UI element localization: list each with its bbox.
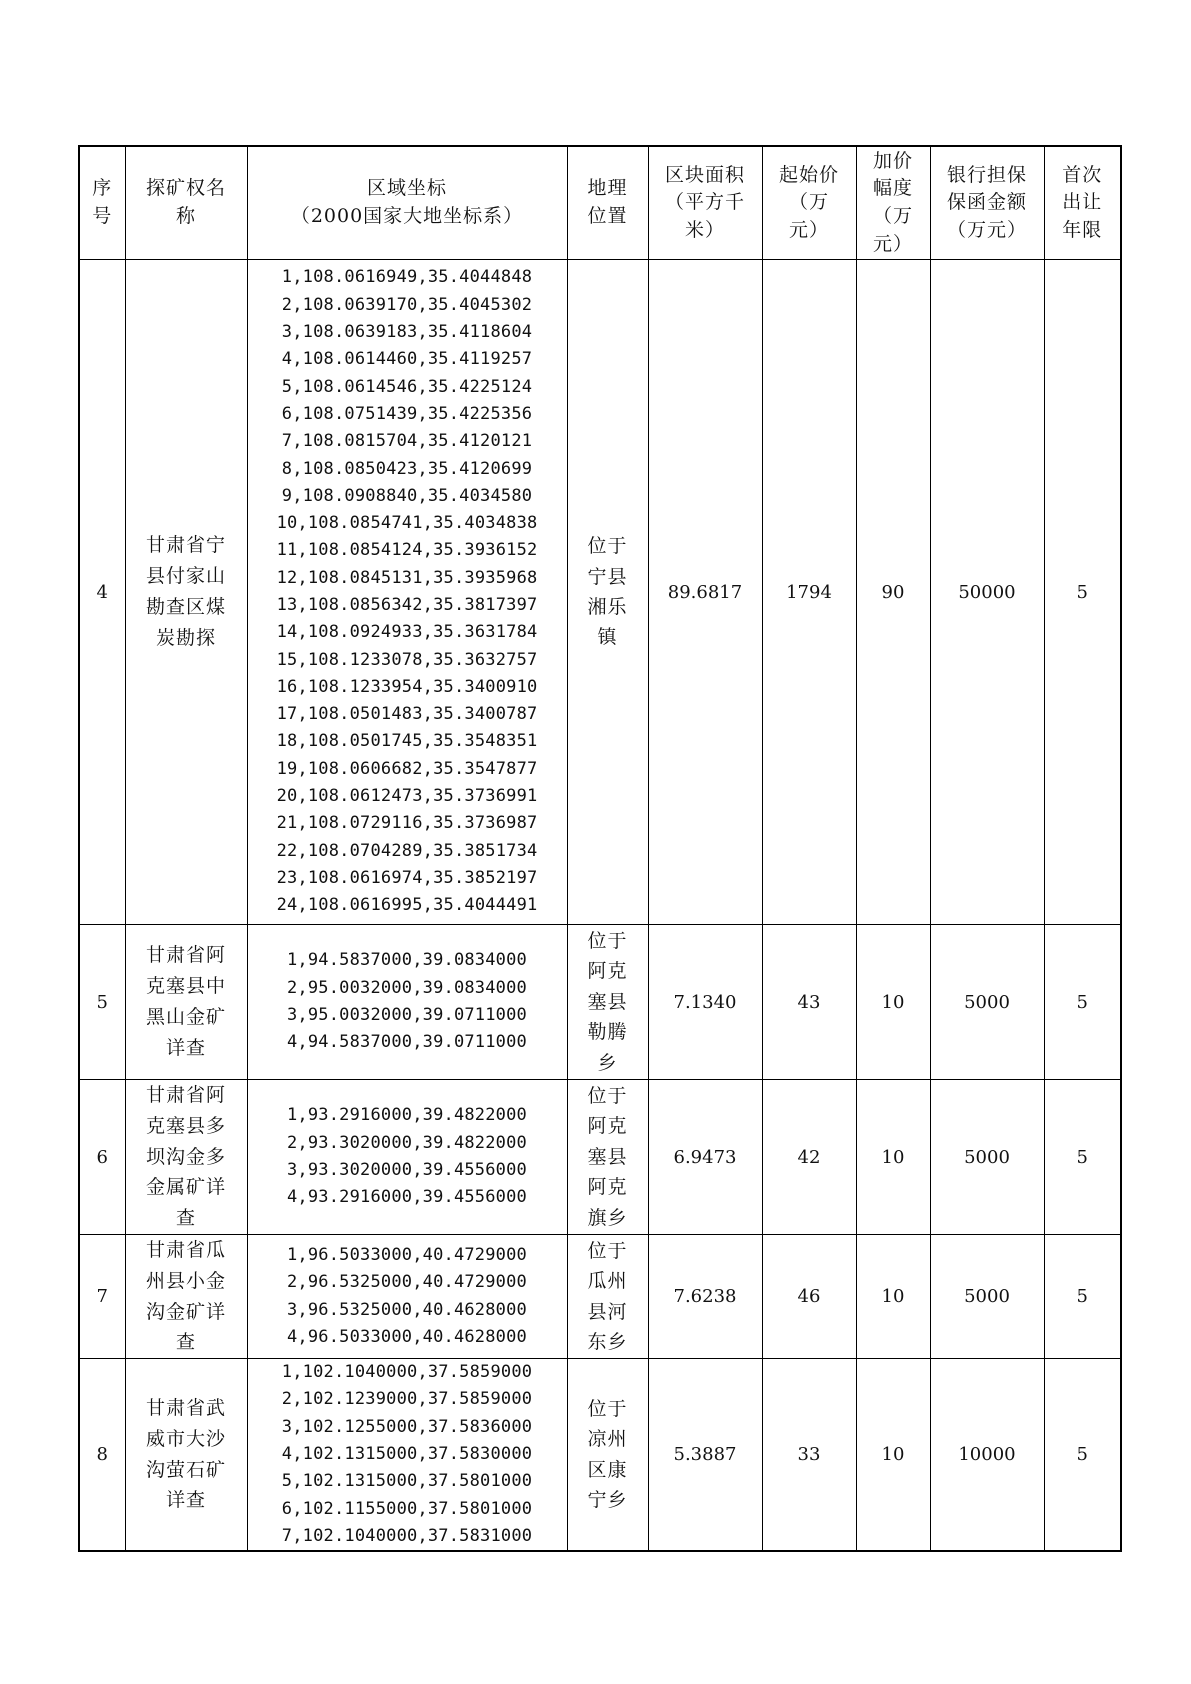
coord-line: 23,108.0616974,35.3852197 (276, 867, 538, 888)
coord-line: 4,108.0614460,35.4119257 (281, 349, 533, 370)
name-cell-text: 甘肃省瓜 州县小金 沟金矿详 查 (145, 1239, 226, 1354)
increment-cell-text: 10 (881, 1286, 905, 1308)
guarantee-cell (930, 1080, 1044, 1235)
coord-line: 19,108.0606682,35.3547877 (276, 758, 538, 779)
coord-line: 11,108.0854124,35.3936152 (276, 540, 538, 561)
coord-line: 3,93.3020000,39.4556000 (286, 1160, 527, 1180)
coord-line: 10,108.0854741,35.4034838 (276, 513, 538, 534)
term-cell (1044, 925, 1121, 1080)
name-cell (125, 1235, 247, 1359)
guarantee-cell (930, 260, 1044, 925)
term-cell-text: 5 (1076, 1146, 1088, 1168)
header-name: 探矿权名 称 (125, 146, 247, 260)
coords-cell (247, 925, 567, 1080)
increment-cell (856, 1359, 930, 1552)
coord-line: 14,108.0924933,35.3631784 (276, 622, 538, 643)
header-term: 首次 出让 年限 (1044, 146, 1121, 260)
coord-line: 3,96.5325000,40.4628000 (286, 1299, 527, 1320)
guarantee-cell-text: 50000 (958, 581, 1016, 603)
coord-line: 5,108.0614546,35.4225124 (281, 376, 533, 397)
name-cell-text: 甘肃省武 威市大沙 沟萤石矿 详查 (145, 1397, 226, 1512)
header-guarantee: 银行担保 保函金额 （万元） (930, 146, 1044, 260)
area-cell-text: 7.1340 (673, 991, 737, 1013)
name-cell-text: 甘肃省宁 县付家山 勘查区煤 炭勘探 (145, 534, 226, 649)
coord-line: 2,102.1239000,37.5859000 (281, 1389, 533, 1410)
term-cell-text: 5 (1076, 1286, 1088, 1308)
name-cell-text: 甘肃省阿 克塞县多 坝沟金多 金属矿详 查 (145, 1084, 226, 1230)
coord-line: 4,93.2916000,39.4556000 (286, 1187, 527, 1208)
coord-line: 2,93.3020000,39.4822000 (286, 1132, 527, 1153)
term-cell-text: 5 (1076, 991, 1088, 1013)
coord-line: 3,95.0032000,39.0711000 (286, 1005, 527, 1025)
start-price-cell (762, 1235, 856, 1359)
seq-cell (79, 260, 125, 925)
coord-line: 8,108.0850423,35.4120699 (281, 458, 533, 479)
location-cell-text: 位于 凉州 区康 宁乡 (587, 1397, 628, 1511)
increment-cell (856, 1080, 930, 1235)
header-coords: 区域坐标 （2000国家大地坐标系） (247, 146, 567, 260)
coord-line: 17,108.0501483,35.3400787 (276, 704, 538, 725)
table-row (79, 260, 1121, 925)
header-location: 地理 位置 (567, 146, 648, 260)
coords-cell (247, 1080, 567, 1235)
start-price-cell (762, 1359, 856, 1552)
coord-line: 7,108.0815704,35.4120121 (281, 431, 533, 452)
start-price-cell-text: 46 (797, 1286, 821, 1308)
start-price-cell (762, 260, 856, 925)
header-row (79, 146, 1121, 260)
area-cell-text: 5.3887 (673, 1444, 737, 1466)
seq-cell-text: 4 (96, 581, 108, 603)
coord-line: 1,93.2916000,39.4822000 (286, 1105, 527, 1126)
name-cell (125, 260, 247, 925)
table-row (79, 1080, 1121, 1235)
coord-line: 22,108.0704289,35.3851734 (276, 840, 538, 861)
start-price-cell (762, 925, 856, 1080)
start-price-cell-text: 1794 (786, 581, 832, 603)
name-cell (125, 1359, 247, 1552)
coords-list (248, 1102, 567, 1211)
coord-line: 1,108.0616949,35.4044848 (281, 267, 533, 288)
seq-cell (79, 1359, 125, 1552)
location-cell-text: 位于 阿克 塞县 阿克 旗乡 (587, 1085, 628, 1229)
coord-line: 24,108.0616995,35.4044491 (276, 895, 538, 916)
coord-line: 18,108.0501745,35.3548351 (276, 731, 538, 752)
area-cell (648, 260, 762, 925)
start-price-cell-text: 43 (797, 991, 821, 1013)
area-cell-text: 89.6817 (667, 581, 743, 603)
coord-line: 6,102.1155000,37.5801000 (281, 1498, 533, 1519)
coords-list (248, 1359, 567, 1550)
area-cell-text: 7.6238 (673, 1286, 737, 1308)
start-price-cell (762, 1080, 856, 1235)
start-price-cell-text: 33 (797, 1444, 821, 1466)
name-cell (125, 1080, 247, 1235)
coords-cell (247, 260, 567, 925)
seq-cell-text: 8 (96, 1444, 108, 1466)
area-cell (648, 925, 762, 1080)
increment-cell (856, 1235, 930, 1359)
seq-cell-text: 5 (96, 991, 108, 1013)
coord-line: 1,96.5033000,40.4729000 (286, 1244, 527, 1265)
term-cell-text: 5 (1076, 581, 1088, 603)
seq-cell-text: 7 (96, 1286, 108, 1308)
location-cell (567, 1235, 648, 1359)
coords-list (248, 1242, 567, 1351)
header-increment: 加价 幅度 （万 元） (856, 146, 930, 260)
seq-cell (79, 1080, 125, 1235)
coord-line: 4,96.5033000,40.4628000 (286, 1326, 527, 1347)
coord-line: 2,96.5325000,40.4729000 (286, 1272, 527, 1293)
coord-line: 21,108.0729116,35.3736987 (276, 813, 538, 834)
coord-line: 4,102.1315000,37.5830000 (281, 1443, 533, 1464)
start-price-cell-text: 42 (797, 1146, 821, 1168)
guarantee-cell-text: 5000 (964, 991, 1010, 1013)
coord-line: 12,108.0845131,35.3935968 (276, 567, 538, 588)
location-cell (567, 1080, 648, 1235)
coord-line: 4,94.5837000,39.0711000 (286, 1032, 527, 1053)
mining-rights-table (78, 145, 1122, 1552)
area-cell (648, 1235, 762, 1359)
name-cell-text: 甘肃省阿 克塞县中 黑山金矿 详查 (145, 944, 226, 1059)
location-cell-text: 位于 瓜州 县河 东乡 (587, 1239, 628, 1353)
increment-cell-text: 10 (881, 991, 905, 1013)
coord-line: 9,108.0908840,35.4034580 (281, 485, 533, 506)
increment-cell (856, 925, 930, 1080)
coord-line: 5,102.1315000,37.5801000 (281, 1471, 533, 1492)
coord-line: 3,108.0639183,35.4118604 (281, 322, 533, 343)
guarantee-cell (930, 1235, 1044, 1359)
area-cell (648, 1359, 762, 1552)
coords-cell (247, 1359, 567, 1552)
increment-cell (856, 260, 930, 925)
term-cell-text: 5 (1076, 1444, 1088, 1466)
location-cell (567, 260, 648, 925)
coord-line: 15,108.1233078,35.3632757 (276, 649, 538, 670)
term-cell (1044, 1235, 1121, 1359)
term-cell (1044, 1359, 1121, 1552)
coord-line: 2,108.0639170,35.4045302 (281, 294, 533, 315)
location-cell-text: 位于 阿克 塞县 勒腾 乡 (587, 930, 628, 1074)
term-cell (1044, 260, 1121, 925)
increment-cell-text: 10 (881, 1146, 905, 1168)
guarantee-cell-text: 10000 (958, 1444, 1016, 1466)
coord-line: 7,102.1040000,37.5831000 (281, 1525, 533, 1546)
table-row (79, 925, 1121, 1080)
coord-line: 16,108.1233954,35.3400910 (276, 676, 538, 697)
coord-line: 13,108.0856342,35.3817397 (276, 595, 538, 615)
area-cell-text: 6.9473 (673, 1146, 737, 1168)
header-seq: 序 号 (79, 146, 125, 260)
guarantee-cell (930, 1359, 1044, 1552)
coord-line: 1,94.5837000,39.0834000 (286, 950, 527, 971)
table-row (79, 1359, 1121, 1552)
coord-line: 2,95.0032000,39.0834000 (286, 977, 527, 998)
guarantee-cell-text: 5000 (964, 1286, 1010, 1308)
name-cell (125, 925, 247, 1080)
guarantee-cell-text: 5000 (964, 1146, 1010, 1168)
guarantee-cell (930, 925, 1044, 1080)
seq-cell (79, 925, 125, 1080)
location-cell (567, 1359, 648, 1552)
location-cell (567, 925, 648, 1080)
header-start-price: 起始价 （万 元） (762, 146, 856, 260)
location-cell-text: 位于 宁县 湘乐 镇 (587, 535, 628, 649)
coords-cell (247, 1235, 567, 1359)
seq-cell-text: 6 (96, 1146, 108, 1168)
table-row (79, 1235, 1121, 1359)
area-cell (648, 1080, 762, 1235)
increment-cell-text: 90 (881, 581, 905, 603)
coord-line: 1,102.1040000,37.5859000 (281, 1362, 533, 1383)
term-cell (1044, 1080, 1121, 1235)
coord-line: 3,102.1255000,37.5836000 (281, 1416, 533, 1437)
coord-line: 20,108.0612473,35.3736991 (276, 786, 538, 807)
increment-cell-text: 10 (881, 1444, 905, 1466)
seq-cell (79, 1235, 125, 1359)
coords-list (248, 947, 567, 1056)
coords-list (248, 264, 567, 919)
header-area: 区块面积 （平方千 米） (648, 146, 762, 260)
coord-line: 6,108.0751439,35.4225356 (281, 403, 533, 424)
